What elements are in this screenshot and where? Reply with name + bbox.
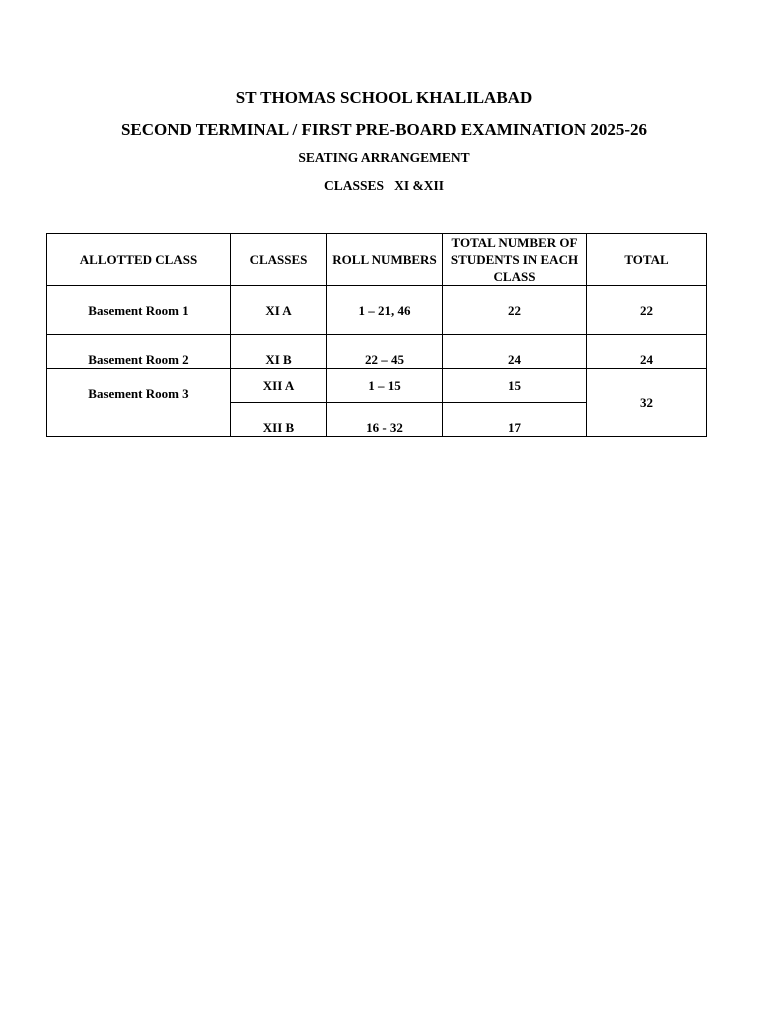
- count-cell: 15: [443, 369, 587, 403]
- seating-table: [46, 233, 707, 437]
- exam-title: SECOND TERMINAL / FIRST PRE-BOARD EXAMINATION 2025-26: [120, 120, 648, 139]
- table-header-row: [47, 234, 707, 286]
- room-cell: Basement Room 3: [47, 369, 231, 437]
- class-cell: XII A: [231, 369, 327, 403]
- roll-cell: 22 – 45: [327, 335, 443, 369]
- room-cell: Basement Room 1: [47, 286, 231, 335]
- total-cell: 32: [587, 369, 707, 437]
- class-cell: XII B: [231, 403, 327, 437]
- count-cell: 24: [443, 335, 587, 369]
- count-cell: 17: [443, 403, 587, 437]
- total-cell: 24: [587, 335, 707, 369]
- roll-cell: 16 - 32: [327, 403, 443, 437]
- column-header-total: TOTAL: [587, 234, 707, 286]
- table-row: [47, 335, 707, 369]
- table-row: [47, 369, 707, 403]
- column-header-allotted-class: ALLOTTED CLASS: [47, 234, 231, 286]
- table-row: [47, 286, 707, 335]
- room-cell: Basement Room 2: [47, 335, 231, 369]
- class-cell: XI B: [231, 335, 327, 369]
- roll-cell: 1 – 21, 46: [327, 286, 443, 335]
- count-cell: 22: [443, 286, 587, 335]
- roll-cell: 1 – 15: [327, 369, 443, 403]
- column-header-students-count: TOTAL NUMBER OF STUDENTS IN EACH CLASS: [443, 234, 587, 286]
- total-cell: 22: [587, 286, 707, 335]
- school-name: ST THOMAS SCHOOL KHALILABAD: [235, 88, 533, 107]
- class-cell: XI A: [231, 286, 327, 335]
- document-subtitle: SEATING ARRANGEMENT: [298, 150, 470, 165]
- column-header-roll-numbers: ROLL NUMBERS: [327, 234, 443, 286]
- column-header-classes: CLASSES: [231, 234, 327, 286]
- classes-heading: CLASSES XI &XII: [323, 178, 445, 193]
